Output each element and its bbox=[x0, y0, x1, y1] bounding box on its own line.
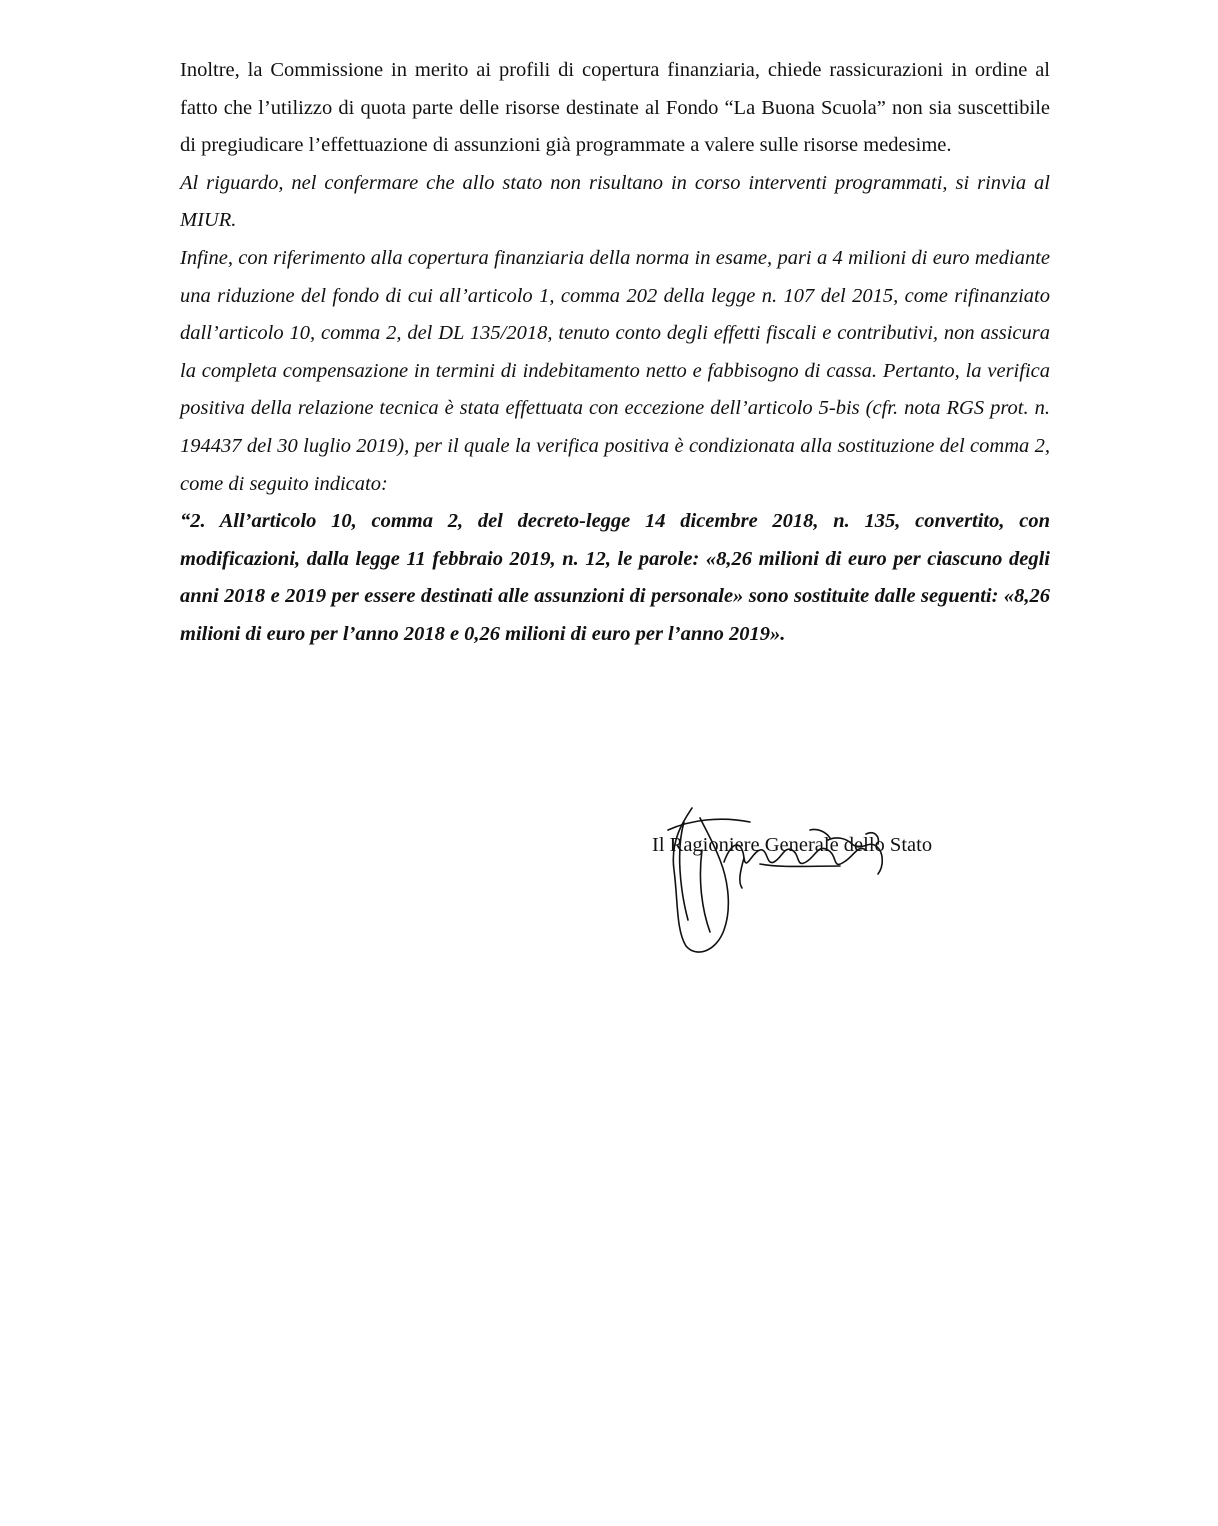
paragraph-financial-coverage: Infine, con riferimento alla copertura finanziaria della norma in esame, pari a 4 milioni di euro mediante una riduzione del fondo di cui all’articolo 1, comma 202 della legge n. 107 del 2015, come rifinanziato dall’articolo 10, comma 2, del DL 135/2018, tenuto conto degli effetti fiscali e contributivi, non assicura la completa compensazione in termini di indebitamento netto e fabbisogno di cassa. Pertanto, la verifica positiva della relazione tecnica è stata effettuata con eccezione dell’articolo 5-bis (cfr. nota RGS prot. n. 194437 del 30 luglio 2019), per il quale la verifica positiva è condizionata alla sostituzione del comma 2, come di seguito indicato: bbox=[180, 246, 1050, 495]
document-body bbox=[180, 52, 1050, 654]
paragraph-response-miur: Al riguardo, nel confermare che allo stato non risultano in corso interventi programmati, si rinvia al MIUR. bbox=[180, 171, 1050, 232]
paragraph-amendment-text: “2. All’articolo 10, comma 2, del decreto-legge 14 dicembre 2018, n. 135, convertito, con modificazioni, dalla legge 11 febbraio 2019, n. 12, le parole: «8,26 milioni di euro per ciascuno degli anni 2018 e 2019 per essere destinati alle assunzioni di personale» sono sostituite dalle seguenti: «8,26 milioni di euro per l’anno 2018 e 0,26 milioni di euro per l’anno 2019». bbox=[180, 510, 1050, 645]
handwritten-signature-icon bbox=[640, 800, 980, 960]
signature-block bbox=[640, 800, 980, 960]
paragraph-commission-request: Inoltre, la Commissione in merito ai profili di copertura finanziaria, chiede rassicurazioni in ordine al fatto che l’utilizzo di quota parte delle risorse destinate al Fondo “La Buona Scuola” non sia suscettibile di pregiudicare l’effettuazione di assunzioni già programmate a valere sulle risorse medesime. bbox=[180, 59, 1050, 157]
signatory-title: Il Ragioniere Generale dello Stato bbox=[652, 834, 933, 856]
